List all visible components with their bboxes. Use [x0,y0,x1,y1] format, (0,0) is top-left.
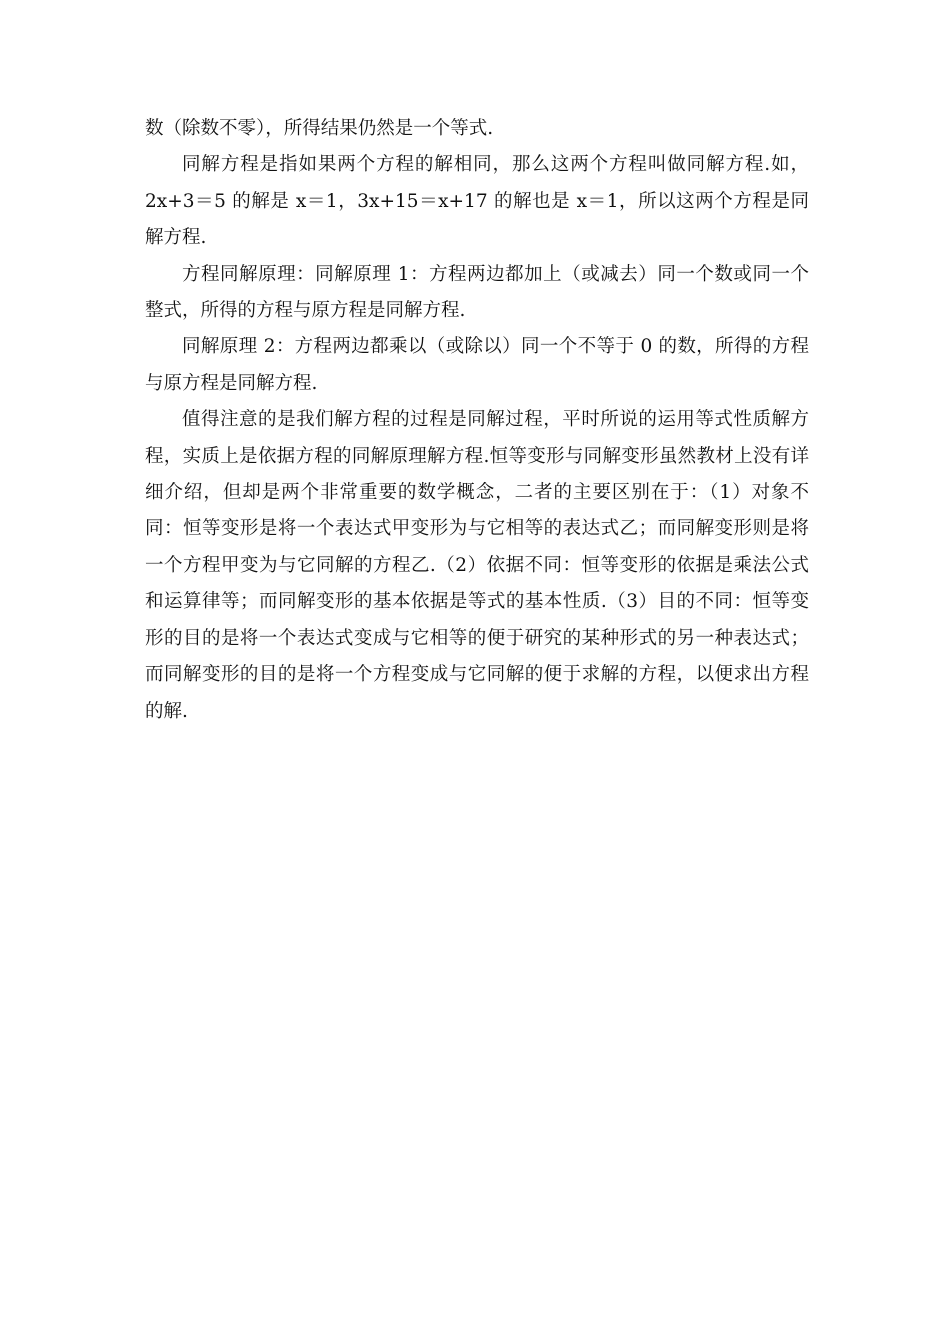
paragraph-continuation: 数（除数不零），所得结果仍然是一个等式. [145,118,494,139]
document-body [145,111,809,730]
paragraph-principle-1: 方程同解原理：同解原理 1：方程两边都加上（或减去）同一个数或同一个整式，所得的方程与原方程是同解方程. [145,263,809,322]
paragraph-principle-2: 同解原理 2：方程两边都乘以（或除以）同一个不等于 0 的数，所得的方程与原方程是同解方程. [145,336,809,394]
paragraph-transformation-comparison: 值得注意的是我们解方程的过程是同解过程，平时所说的运用等式性质解方程，实质上是依据方程的同解原理解方程.恒等变形与同解变形虽然教材上没有详细介绍，但却是两个非常重要的数学概念，二者的主要区别在于：（1）对象不同：恒等变形是将一个表达式甲变形为与它相等的表达式乙；而同解变形则是将一个方程甲变为与它同解的方程乙.（2）依据不同：恒等变形的依据是乘法公式和运算律等；而同解变形的基本依据是等式的基本性质.（3）目的不同：恒等变形的目的是将一个表达式变成与它相等的便于研究的某种形式的另一种表达式；而同解变形的目的是将一个方程变成与它同解的便于求解的方程，以便求出方程的解. [145,409,809,722]
paragraph-equivalent-equations-definition: 同解方程是指如果两个方程的解相同，那么这两个方程叫做同解方程.如，2x+3＝5 的解是 x＝1，3x+15＝x+17 的解也是 x＝1，所以这两个方程是同解方程. [145,154,809,249]
